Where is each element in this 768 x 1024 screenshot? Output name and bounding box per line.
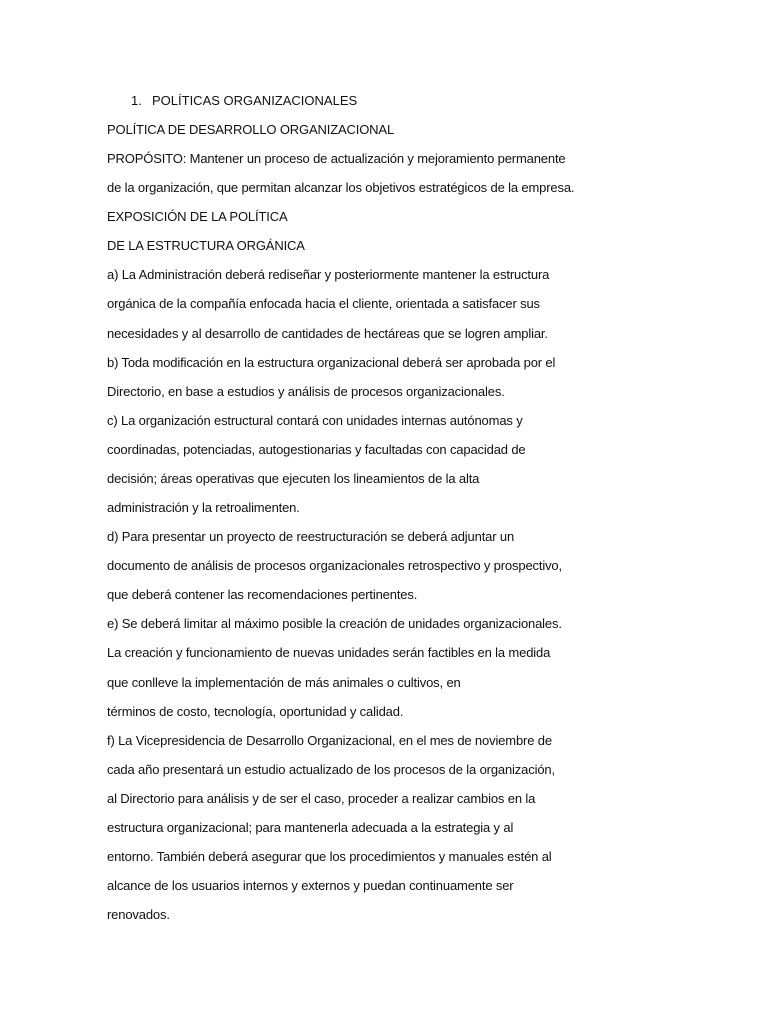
paragraph-line: que conlleve la implementación de más animales o cultivos, en bbox=[107, 675, 461, 690]
paragraph-line: documento de análisis de procesos organizacionales retrospectivo y prospectivo, bbox=[107, 558, 562, 573]
paragraph-line: d) Para presentar un proyecto de reestructuración se deberá adjuntar un bbox=[107, 529, 515, 544]
purpose-text: Mantener un proceso de actualización y mejoramiento permanente bbox=[186, 151, 566, 166]
paragraph-line: que deberá contener las recomendaciones pertinentes. bbox=[107, 587, 418, 602]
heading-title: POLÍTICAS ORGANIZACIONALES bbox=[152, 93, 358, 108]
paragraph-line: alcance de los usuarios internos y externos y puedan continuamente ser bbox=[107, 878, 514, 893]
purpose-line-2: de la organización, que permitan alcanzar los objetivos estratégicos de la empresa. bbox=[107, 180, 575, 195]
paragraph-line: renovados. bbox=[107, 907, 170, 922]
paragraph-line: orgánica de la compañía enfocada hacia el cliente, orientada a satisfacer sus bbox=[107, 296, 540, 311]
paragraph-line: f) La Vicepresidencia de Desarrollo Organizacional, en el mes de noviembre de bbox=[107, 733, 552, 748]
paragraph-line: al Directorio para análisis y de ser el caso, proceder a realizar cambios en la bbox=[107, 791, 536, 806]
paragraph-line: a) La Administración deberá rediseñar y posteriormente mantener la estructura bbox=[107, 267, 550, 282]
paragraph-line: administración y la retroalimenten. bbox=[107, 500, 300, 515]
exposition-title: EXPOSICIÓN DE LA POLÍTICA bbox=[107, 209, 288, 224]
heading-number: 1. bbox=[131, 93, 142, 108]
paragraph-line: Directorio, en base a estudios y análisis de procesos organizacionales. bbox=[107, 384, 505, 399]
paragraph-line: cada año presentará un estudio actualizado de los procesos de la organización, bbox=[107, 762, 555, 777]
paragraph-line: e) Se deberá limitar al máximo posible la creación de unidades organizacionales. bbox=[107, 616, 562, 631]
paragraph-line: estructura organizacional; para mantenerla adecuada a la estrategia y al bbox=[107, 820, 514, 835]
purpose-label: PROPÓSITO: bbox=[107, 151, 187, 166]
paragraph-line: coordinadas, potenciadas, autogestionarias y facultadas con capacidad de bbox=[107, 442, 526, 457]
purpose-line bbox=[107, 151, 566, 167]
paragraph-line: entorno. También deberá asegurar que los procedimientos y manuales estén al bbox=[107, 849, 552, 864]
paragraph-line: términos de costo, tecnología, oportunidad y calidad. bbox=[107, 704, 404, 719]
paragraph-line: b) Toda modificación en la estructura organizacional deberá ser aprobada por el bbox=[107, 355, 556, 370]
paragraph-line: c) La organización estructural contará con unidades internas autónomas y bbox=[107, 413, 523, 428]
paragraph-line: decisión; áreas operativas que ejecuten los lineamientos de la alta bbox=[107, 471, 480, 486]
paragraph-line: necesidades y al desarrollo de cantidades de hectáreas que se logren ampliar. bbox=[107, 326, 548, 341]
section-title: DE LA ESTRUCTURA ORGÁNICA bbox=[107, 238, 305, 253]
policy-subtitle: POLÍTICA DE DESARROLLO ORGANIZACIONAL bbox=[107, 122, 395, 137]
paragraph-line: La creación y funcionamiento de nuevas unidades serán factibles en la medida bbox=[107, 645, 551, 660]
